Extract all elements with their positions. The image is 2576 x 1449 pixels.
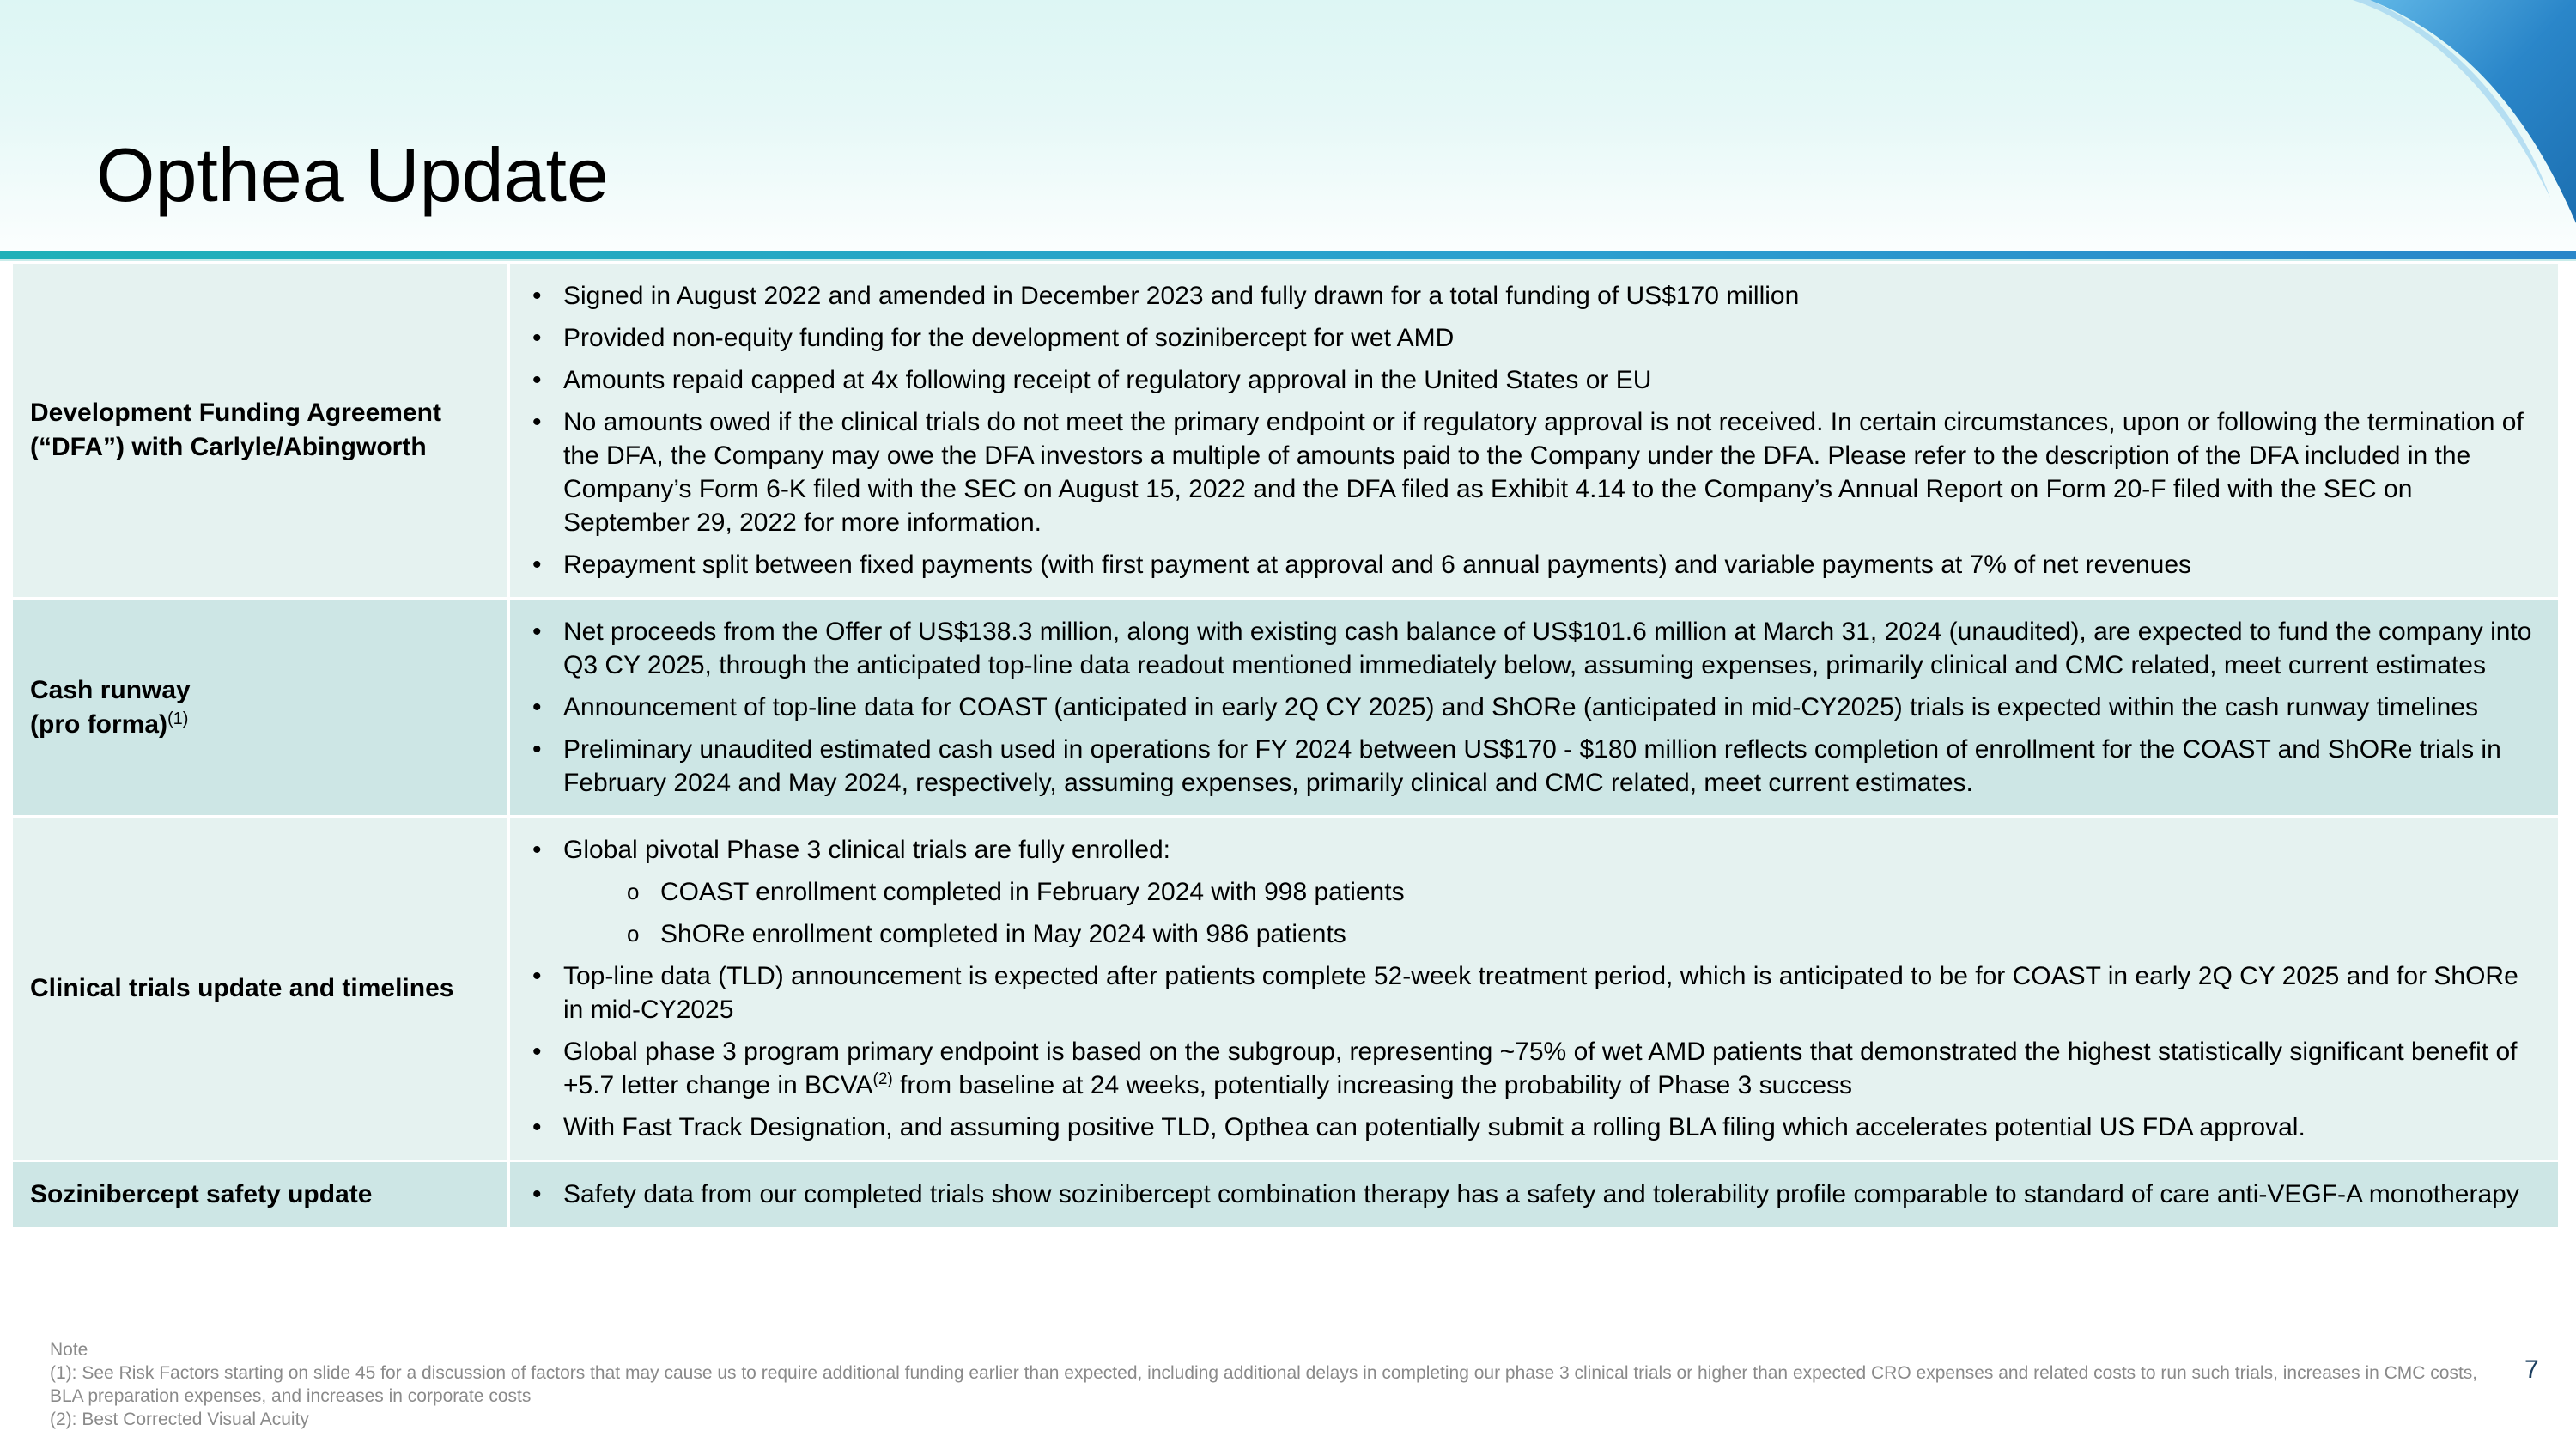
bullet-item: • No amounts owed if the clinical trials do not meet the primary endpoint or if regulatory approval is not received. In certain circumstances, upon or following the termination of the DFA, the Company may owe the DFA investors a multiple of amounts paid to the Company under the DFA. Please refer to the description of the DFA included in the Company’s Form 6-K filed with the SEC on August 15, 2022 and the DFA filed as Exhibit 4.14 to the Company’s Annual Report on Form 20-F filed with the SEC on September 29, 2022 for more information. [529,405,2541,539]
row-label-safety: Sozinibercept safety update [12,1161,509,1228]
row-body-safety [509,1161,2560,1228]
footnote-marker: (2) [872,1070,893,1088]
row-label-line: Cash runway [30,675,191,704]
slide-title: Opthea Update [96,132,609,217]
bullet-item: • Signed in August 2022 and amended in December 2023 and fully drawn for a total funding of US$170 million [529,279,2541,313]
footnote-item: (1): See Risk Factors starting on slide 45 for a discussion of factors that may cause us to require additional funding earlier than expected, including additional delays in completing our phase 3 clinical trials or higher than expected CRO expenses and related costs to run such trials, increases in CMC costs, BLA preparation expenses, and increases in corporate costs [50,1363,2478,1406]
bullet-item: • Announcement of top-line data for COAST (anticipated in early 2Q CY 2025) and ShORe (anticipated in mid-CY2025) trials is expected within the cash runway timelines [529,691,2541,724]
footnote-heading: Note [50,1340,88,1360]
sub-bullet-item: o COAST enrollment completed in February 2024 with 998 patients [529,875,2541,909]
update-table [10,261,2561,1229]
bullet-item: • Net proceeds from the Offer of US$138.3 million, along with existing cash balance of US$101.6 million at March 31, 2024 (unaudited), are expected to fund the company into Q3 CY 2025, through the anticipated top-line data readout mentioned immediately below, assuming expenses, primarily clinical and CMC related, meet current estimates [529,615,2541,682]
bullet-item: • With Fast Track Designation, and assuming positive TLD, Opthea can potentially submit a rolling BLA filing which accelerates potential US FDA approval. [529,1111,2541,1144]
row-label-dfa: Development Funding Agreement (“DFA”) with Carlyle/Abingworth [12,263,509,599]
row-label-line: (pro forma) [30,709,167,739]
page-number: 7 [2524,1355,2539,1384]
bullet-item: • Top-line data (TLD) announcement is expected after patients complete 52-week treatment period, which is anticipated to be for COAST in early 2Q CY 2025 and for ShORe in mid-CY2025 [529,959,2541,1026]
bullet-item: • Repayment split between fixed payments (with first payment at approval and 6 annual payments) and variable payments at 7% of net revenues [529,548,2541,581]
table-row-safety [12,1161,2560,1228]
corner-swoosh-decoration [2353,0,2576,251]
row-label-cash-runway [12,599,509,817]
row-label-clinical-trials: Clinical trials update and timelines [12,817,509,1161]
bullet-item: • Global pivotal Phase 3 clinical trials are fully enrolled: [529,833,2541,867]
bullet-item: • Safety data from our completed trials show sozinibercept combination therapy has a safety and tolerability profile comparable to standard of care anti-VEGF-A monotherapy [529,1178,2541,1211]
row-body-clinical-trials [509,817,2560,1161]
table-row-dfa [12,263,2560,599]
footnote-item: (2): Best Corrected Visual Acuity [50,1409,309,1429]
row-body-dfa [509,263,2560,599]
footnotes [50,1338,2488,1431]
table-row-clinical-trials [12,817,2560,1161]
bullet-item: • Preliminary unaudited estimated cash used in operations for FY 2024 between US$170 - $180 million reflects completion of enrollment for the COAST and ShORe trials in February 2024 and May 2024, respectively, assuming expenses, primarily clinical and CMC related, meet current estimates. [529,733,2541,800]
bullet-item-bcva [529,1035,2541,1102]
table-row-cash-runway [12,599,2560,817]
footnote-marker: (1) [167,709,189,728]
sub-bullet-item: o ShORe enrollment completed in May 2024 with 986 patients [529,917,2541,951]
bullet-item: • Amounts repaid capped at 4x following receipt of regulatory approval in the United States or EU [529,363,2541,397]
header-divider [0,251,2576,259]
bullet-text: from baseline at 24 weeks, potentially increasing the probability of Phase 3 success [892,1071,1853,1099]
bullet-item: • Provided non-equity funding for the development of sozinibercept for wet AMD [529,321,2541,355]
bullet-text: Global phase 3 program primary endpoint is based on the subgroup, representing ~75% of wet AMD patients that demonstrated the highest statistically significant benefit of +5.7 letter change in BCVA [563,1038,2518,1099]
row-body-cash-runway [509,599,2560,817]
